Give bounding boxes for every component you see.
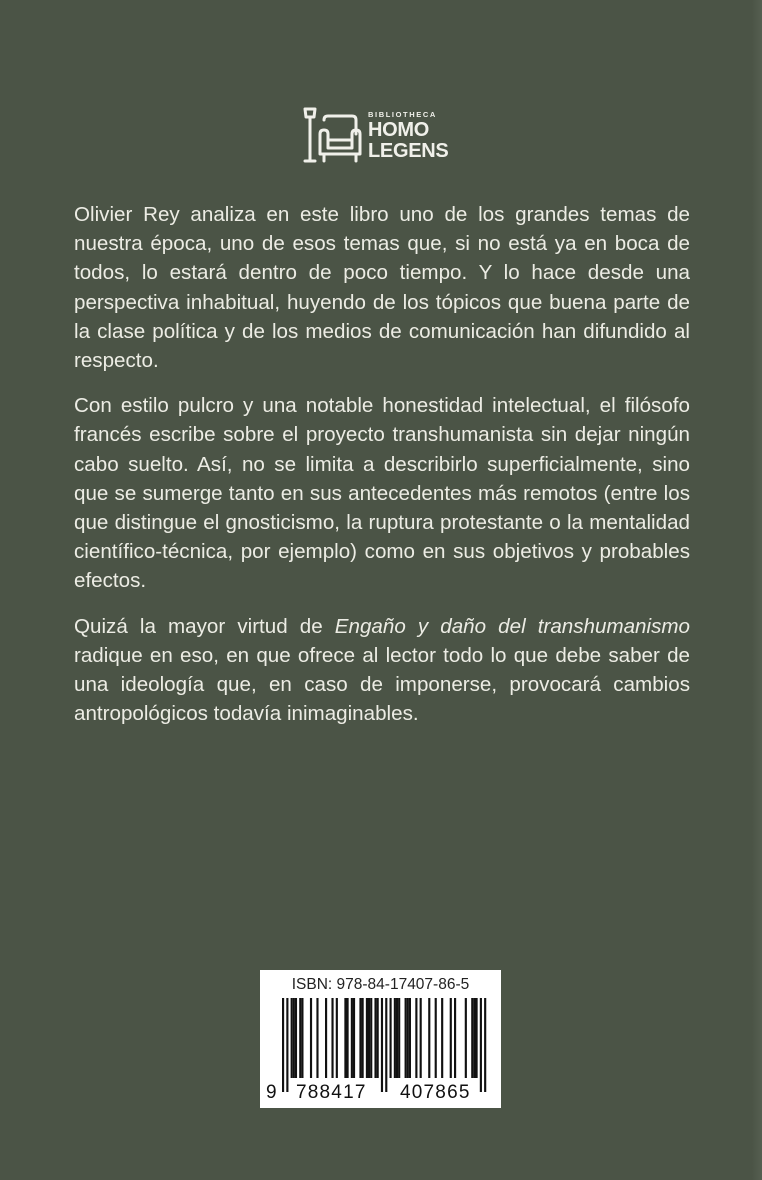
- barcode-bar: [405, 998, 407, 1078]
- book-title: Engaño y daño del transhumanismo: [334, 614, 690, 638]
- barcode-bar: [390, 998, 392, 1078]
- barcode-bar: [347, 998, 349, 1078]
- barcode-bar: [385, 998, 387, 1092]
- barcode-bar: [366, 998, 368, 1078]
- barcode-bar: [394, 998, 396, 1078]
- barcode-bar: [336, 998, 338, 1078]
- barcode-bar: [374, 998, 376, 1078]
- barcode-bar: [293, 998, 295, 1078]
- barcode-bar: [377, 998, 379, 1078]
- barcode-bar: [295, 998, 297, 1078]
- barcode-bar: [480, 998, 482, 1092]
- barcode-bar: [301, 998, 303, 1078]
- barcode-bar: [409, 998, 411, 1078]
- barcode-bar: [299, 998, 301, 1078]
- barcode-bar: [435, 998, 437, 1078]
- barcode: [260, 970, 501, 1108]
- barcode-bar: [310, 998, 312, 1078]
- barcode-bar: [450, 998, 452, 1078]
- barcode-bar: [331, 998, 333, 1078]
- barcode-bar: [368, 998, 370, 1078]
- barcode-bar: [441, 998, 443, 1078]
- cover-edge: [752, 0, 762, 1180]
- barcode-left-digits: 788417: [296, 1082, 367, 1103]
- paragraph-3-end: radique en eso, en que ofrece al lector todo lo que debe saber de una ideología que, en caso de imponerse, provocará cambios antropológicos todavía inimaginables.: [74, 643, 690, 726]
- barcode-bar: [282, 998, 284, 1092]
- barcode-bar: [398, 998, 400, 1078]
- barcode-bar: [454, 998, 456, 1078]
- barcode-bar: [420, 998, 422, 1078]
- logo-small-text: BIBLIOTHECA: [368, 110, 437, 119]
- logo-line-2: LEGENS: [368, 140, 449, 162]
- barcode-bar: [344, 998, 346, 1078]
- paragraph-3: [74, 612, 690, 729]
- barcode-bar: [353, 998, 355, 1078]
- barcode-bar: [370, 998, 372, 1078]
- isbn-label: ISBN: 978-84-17407-86-5: [291, 976, 470, 993]
- barcode-bar: [407, 998, 409, 1078]
- paragraph-3-start: Quizá la mayor virtud de: [74, 614, 335, 638]
- barcode-bar: [415, 998, 417, 1078]
- barcode-bar: [396, 998, 398, 1078]
- barcode-bar: [362, 998, 364, 1078]
- barcode-bar: [476, 998, 478, 1078]
- barcode-bar: [359, 998, 361, 1078]
- barcode-bar: [316, 998, 318, 1078]
- paragraph-1: Olivier Rey analiza en este libro uno de los grandes temas de nuestra época, uno de esos temas que, si no está ya en boca de todos, lo estará dentro de poco tiempo. Y lo hace desde una perspectiva inhabitual, huyendo de los tópicos que buena parte de la clase política y de los medios de comunicación han difundido al respecto.: [74, 203, 690, 373]
- barcode-first-digit: 9: [266, 1082, 277, 1103]
- publisher-logo: [302, 104, 462, 166]
- logo-line-1: HOMO: [368, 119, 430, 141]
- barcode-bar: [381, 998, 383, 1092]
- barcode-bar: [286, 998, 288, 1092]
- paragraph-2: Con estilo pulcro y una notable honestidad intelectual, el filósofo francés escribe sobre el proyecto transhumanista sin dejar ningún cabo suelto. Así, no se limita a describirlo superficialmente, sino que se sumerge tanto en sus antecedentes más remotos (entre los que distingue el gnosticismo, la ruptura protestante o la mentalidad científico-técnica, por ejemplo) como en sus objetivos y probables efectos.: [74, 394, 690, 593]
- barcode-bar: [291, 998, 293, 1078]
- barcode-bar: [484, 998, 486, 1092]
- barcode-right-digits: 407865: [400, 1082, 471, 1103]
- barcode-bar: [428, 998, 430, 1078]
- barcode-bar: [473, 998, 475, 1078]
- lamp-armchair-icon: [302, 106, 362, 164]
- barcode-bar: [471, 998, 473, 1078]
- barcode-bar: [325, 998, 327, 1078]
- back-cover-text: [74, 200, 690, 744]
- barcode-bar: [465, 998, 467, 1078]
- barcode-bar: [351, 998, 353, 1078]
